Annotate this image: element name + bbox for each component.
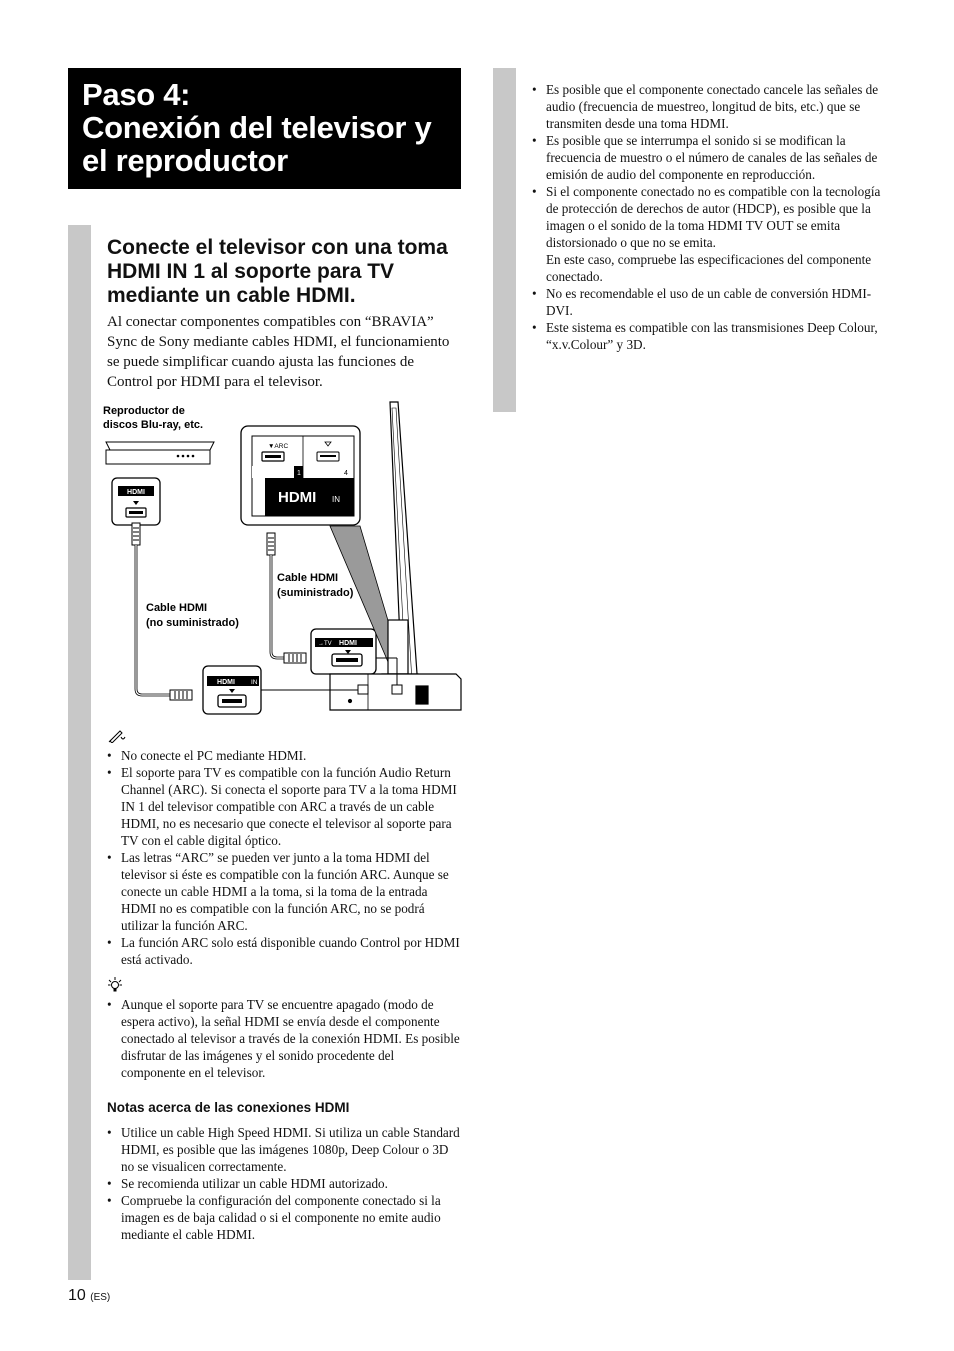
page-number (68, 1287, 110, 1305)
cable-not-supplied-line1: Cable HDMI (146, 602, 208, 614)
right-notes-list (532, 81, 886, 353)
intro-paragraph: Al conectar componentes compatibles con “BRAVIA” Sync de Sony mediante cables HDMI, el funcionamiento se puede simplificar cuando ajusta las funciones de Control por HDMI para el televisor. (107, 314, 450, 390)
hdmi-notes-list (107, 1124, 461, 1243)
left-margin-bar (68, 225, 91, 1280)
list-item: • Este sistema es compatible con las transmisiones Deep Colour, “x.v.Colour” y 3D. (532, 319, 886, 353)
list-item: • No es recomendable el uso de un cable de conversión HDMI-DVI. (532, 285, 886, 319)
hdmi-logo-text: HDMI (278, 489, 317, 506)
list-item: • Compruebe la configuración del componente conectado si la imagen es de baja calidad o si el componente no emite audio mediante el cable HDMI. (107, 1192, 461, 1243)
arc-label: ▼ARC (268, 443, 289, 450)
title-line-3: el reproductor (82, 143, 288, 178)
page-title (82, 78, 431, 177)
tv-stand-icon (330, 674, 461, 710)
svg-text:→TV: →TV (318, 641, 332, 647)
section-heading: Conecte el televisor con una toma HDMI IN 1 al soporte para TV mediante un cable HDMI. (107, 236, 448, 307)
title-line-1: Paso 4: (82, 77, 191, 112)
list-item: • Se recomienda utilizar un cable HDMI autorizado. (107, 1175, 461, 1192)
list-item: • El soporte para TV es compatible con la función Audio Return Channel (ARC). Si conecta el soporte para TV a la toma HDMI IN 1 del televisor compatible con ARC a través de un cable HDMI, no es necesario que conecte el televisor al soporte para TV con el cable digital óptico. (107, 764, 461, 849)
svg-text:HDMI: HDMI (217, 679, 235, 686)
notes-list (107, 747, 461, 968)
page-language: (ES) (90, 1292, 111, 1303)
player-label-line2: discos Blu-ray, etc. (103, 419, 204, 431)
player-hdmi-port-icon (112, 478, 160, 525)
cable-supplied-line2: (suministrado) (277, 587, 354, 599)
hdmi-notes-heading: Notas acerca de las conexiones HDMI (107, 1100, 350, 1115)
list-item-text: Si el componente conectado no es compatible con la tecnología de protección de derechos de autor (HDCP), es posible que la imagen o el sonido de la toma HDMI TV OUT se emita distorsionado o que no se emita. (546, 184, 881, 250)
svg-text:HDMI: HDMI (339, 640, 357, 647)
connection-diagram (100, 398, 465, 720)
stand-hdmi-in-port-icon (203, 666, 261, 714)
list-item: • Las letras “ARC” se pueden ver junto a la toma HDMI del televisor si éste es compatible con la función ARC. Aunque se conecte un cable HDMI a la toma, si la toma de la entrada HDMI no es compatible con la función ARC, no se podrá utilizar la función ARC. (107, 849, 461, 934)
tips-list (107, 996, 461, 1081)
list-item: • Es posible que se interrumpa el sonido si se modifican la frecuencia de muestro o el número de canales de las señales de emisión de audio del componente en reproducción. (532, 132, 886, 183)
list-item: • No conecte el PC mediante HDMI. (107, 747, 461, 764)
stand-in-label: IN (251, 679, 258, 686)
page-title-box (68, 68, 461, 189)
page-number-value: 10 (68, 1287, 86, 1304)
list-item: • Aunque el soporte para TV se encuentre apagado (modo de espera activo), la señal HDMI se envía desde el componente conectado al televisor a través de la conexión HDMI. Es posible disfrutar de las imágenes y el sonido procedente del componente en el televisor. (107, 996, 461, 1081)
title-line-2: Conexión del televisor y (82, 110, 432, 145)
list-item: • La función ARC solo está disponible cuando Control por HDMI está activado. (107, 934, 461, 968)
svg-text:HDMI: HDMI (127, 489, 145, 496)
tv-hdmi-in-panel (241, 426, 360, 525)
cable-not-supplied-line2: (no suministrado) (146, 617, 239, 629)
port-1-label: 1 (297, 470, 301, 477)
list-item (532, 183, 886, 285)
list-item: • Utilice un cable High Speed HDMI. Si utiliza un cable Standard HDMI, es posible que las imágenes 1080p, Deep Colour o 3D no se visualicen correctamente. (107, 1124, 461, 1175)
right-margin-bar (493, 68, 516, 412)
stand-tv-hdmi-port-icon (311, 629, 376, 674)
bluray-player-icon (106, 442, 214, 464)
cable-supplied-line1: Cable HDMI (277, 572, 339, 584)
list-item: • Es posible que el componente conectado cancele las señales de audio (frecuencia de muestreo, longitud de bits, etc.) que se transmiten desde una toma HDMI. (532, 81, 886, 132)
note-pencil-icon (108, 729, 126, 743)
list-item-continuation: En este caso, compruebe las especificaciones del componente conectado. (546, 252, 872, 284)
port-4-label: 4 (344, 470, 348, 477)
player-label-line1: Reproductor de (103, 405, 185, 417)
tv-out-label: TV (324, 641, 332, 647)
tv-in-label: IN (332, 495, 340, 504)
tip-lightbulb-icon (108, 977, 122, 993)
